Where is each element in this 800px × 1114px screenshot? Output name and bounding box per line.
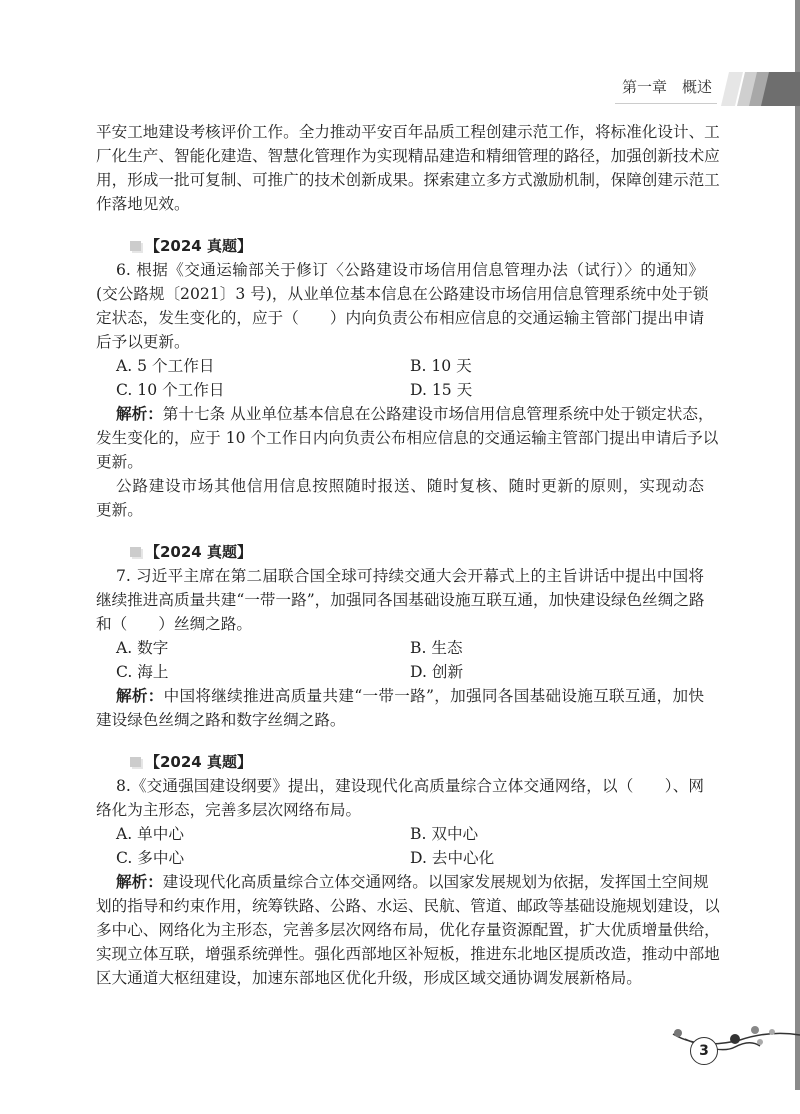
text-line [96,426,719,450]
options-row [96,636,704,660]
question-tag [96,540,704,564]
page-edge-bar [795,0,800,1090]
question-tag [96,234,704,258]
line-text: 平安工地建设考核评价工作。全力推动平安百年品质工程创建示范工作，将标准化设计、工 [96,123,720,141]
question-stem [96,564,704,636]
text-line [96,168,720,192]
line-text: 划的指导和约束作用，统筹铁路、公路、水运、民航、管道、邮政等基础设施规划建设，以 [96,897,720,915]
option: C. 多中心 [116,849,185,867]
option: C. 海上 [116,663,169,681]
line-text: 发生变化的，应于 10 个工作日内向负责公布相应信息的交通运输主管部门提出申请后予以 [96,429,719,447]
text-line [96,192,704,216]
page-number: 3 [690,1037,718,1065]
text-line [96,120,720,144]
options-row [96,378,704,402]
line-text: 多中心、网络化为主形态，完善多层次网络布局，优化存量资源配置，扩大优质增量供给， [96,921,720,939]
question-block [96,234,719,522]
line-text: 8.《交通强国建设纲要》提出，建设现代化高质量综合立体交通网络，以（ ）、网 [116,777,704,795]
line-text: 实现立体互联，增强系统弹性。强化西部地区补短板，推进东北地区提质改造，推动中部地 [96,945,720,963]
option: A. 单中心 [116,825,184,843]
text-line [96,402,714,426]
note-square-icon [130,757,141,767]
options-row [96,660,704,684]
line-text: 后予以更新。 [96,333,190,351]
intro-paragraph [96,120,720,216]
option: B. 10 天 [410,357,472,375]
option: D. 创新 [410,663,464,681]
line-text: 用，形成一批可复制、可推广的技术创新成果。探索建立多方式激励机制，保障创建示范工 [96,171,720,189]
options-row [96,846,704,870]
text-line [96,564,704,588]
question-block [96,750,720,990]
option: A. 5 个工作日 [116,357,215,375]
line-text: 7. 习近平主席在第二届联合国全球可持续交通大会开幕式上的主旨讲话中提出中国将 [116,567,704,585]
line-text: 更新。 [96,501,143,519]
option: B. 双中心 [410,825,479,843]
text-line [96,330,704,354]
text-line [96,450,704,474]
line-text: 公路建设市场其他信用信息按照随时报送、随时复核、随时更新的原则，实现动态 [116,477,704,495]
line-text: 区大通道大枢纽建设，加速东部地区优化升级，形成区域交通协调发展新格局。 [96,969,642,987]
line-text: 中国将继续推进高质量共建“一带一路”，加强同各国基础设施互联互通，加快 [163,687,704,705]
options-row [96,822,704,846]
question-tag-text: 【2024 真题】 [145,753,252,771]
question-stem [96,258,709,354]
text-line [96,774,704,798]
note-square-icon [130,241,141,251]
line-text: 第十七条 从业单位基本信息在公路建设市场信用信息管理系统中处于锁定状态， [162,405,714,423]
text-line [96,282,709,306]
note-square-icon [130,547,141,557]
vine-ornament-icon [660,1025,800,1075]
line-text: 建设现代化高质量综合立体交通网络。以国家发展规划为依据，发挥国土空间规 [162,873,709,891]
chapter-title: 第一章 概述 [622,78,713,96]
text-line [96,258,704,282]
option: D. 去中心化 [410,849,495,867]
line-text: 建设绿色丝绸之路和数字丝绸之路。 [96,711,346,729]
line-text: 继续推进高质量共建“一带一路”，加强同各国基础设施互联互通，加快建设绿色丝绸之路 [96,591,705,609]
line-text: 厂化生产、智能化建造、智慧化管理作为实现精品建造和精细管理的路径，加强创新技术应 [96,147,720,165]
line-text: (交公路规〔2021〕3 号)，从业单位基本信息在公路建设市场信用信息管理系统中处于锁 [96,285,709,303]
question-tag [96,750,704,774]
text-line [96,144,720,168]
analysis-label: 解析： [116,873,163,891]
text-line [96,612,704,636]
analysis-label: 解析： [116,405,163,423]
text-line [96,942,720,966]
option: C. 10 个工作日 [116,381,225,399]
text-line [96,474,704,498]
analysis-label: 解析： [116,687,164,705]
header-rule [615,103,717,104]
page-body [96,120,720,990]
analysis [96,870,720,990]
text-line [96,306,704,330]
analysis [96,684,704,732]
text-line [96,894,720,918]
header-stripes-decoration [721,72,800,106]
questions-list [96,234,720,990]
line-text: 定状态，发生变化的，应于（ ）内向负责公布相应信息的交通运输主管部门提出申请 [96,309,705,327]
option: A. 数字 [116,639,169,657]
line-text: 6. 根据《交通运输部关于修订〈公路建设市场信用信息管理办法（试行）〉的通知》 [116,261,704,279]
question-tag-text: 【2024 真题】 [145,237,252,255]
line-text: 更新。 [96,453,143,471]
text-line [96,588,704,612]
running-header [0,68,800,108]
question-stem [96,774,704,822]
analysis [96,402,719,522]
question-block [96,540,704,732]
option: B. 生态 [410,639,463,657]
line-text: 络化为主形态，完善多层次网络布局。 [96,801,362,819]
text-line [96,966,704,990]
text-line [96,870,709,894]
text-line [96,708,704,732]
line-text: 和（ ）丝绸之路。 [96,615,252,633]
options-row [96,354,704,378]
line-text: 作落地见效。 [96,195,190,213]
text-line [96,684,704,708]
option: D. 15 天 [410,381,473,399]
footer-decoration [660,1025,800,1079]
text-line [96,798,704,822]
text-line [96,498,704,522]
question-tag-text: 【2024 真题】 [145,543,252,561]
text-line [96,918,720,942]
